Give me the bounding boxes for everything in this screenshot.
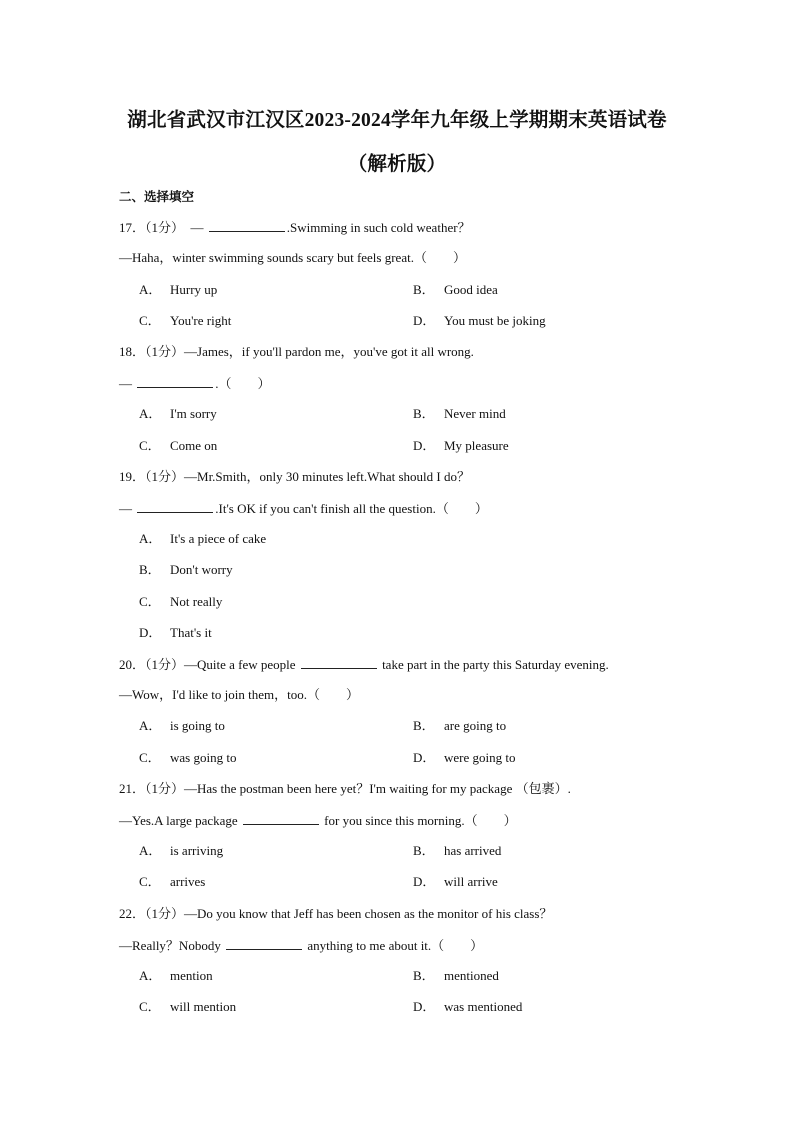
option-letter: B． <box>413 843 435 858</box>
option-letter: D． <box>413 750 436 765</box>
question-text: —Mr.Smith，only 30 minutes left.What should I do？ <box>184 469 471 484</box>
option-21-b[interactable] <box>413 843 501 859</box>
option-text: Don't worry <box>170 562 233 577</box>
option-17-d[interactable] <box>413 313 546 329</box>
option-text: will mention <box>170 999 237 1014</box>
option-20-c[interactable] <box>139 750 236 766</box>
answer-blank <box>301 656 377 669</box>
option-text: Never mind <box>444 406 506 421</box>
question-18-response <box>119 375 271 392</box>
option-letter: D． <box>413 999 436 1014</box>
option-22-a[interactable] <box>139 968 213 984</box>
question-17-response: —Haha，winter swimming sounds scary but feels great.（ ） <box>119 250 466 265</box>
option-text: Not really <box>170 594 223 609</box>
option-text: Hurry up <box>170 282 218 297</box>
question-17-stem <box>119 219 471 236</box>
question-18-stem <box>119 344 474 360</box>
page-subtitle: （解析版） <box>347 154 447 175</box>
dash: — <box>119 501 132 516</box>
option-letter: B． <box>413 718 435 733</box>
option-22-c[interactable] <box>139 999 236 1015</box>
option-17-c[interactable] <box>139 313 231 329</box>
option-letter: A． <box>139 531 162 546</box>
question-text: .Swimming in such cold weather？ <box>286 220 471 235</box>
option-22-d[interactable] <box>413 999 522 1015</box>
page-title: 湖北省武汉市江汉区2023-2024学年九年级上学期期末英语试卷 <box>127 110 667 131</box>
option-text: arrives <box>170 874 206 889</box>
question-22-response <box>119 937 483 954</box>
option-text: will arrive <box>444 874 498 889</box>
question-20-response: —Wow，I'd like to join them，too.（ ） <box>119 687 359 702</box>
option-18-d[interactable] <box>413 438 509 454</box>
dash: — <box>190 220 204 235</box>
option-text: has arrived <box>444 843 502 858</box>
question-text-end: take part in the party this Saturday evening. <box>382 657 609 672</box>
option-18-c[interactable] <box>139 438 217 454</box>
option-19-a[interactable] <box>139 531 266 547</box>
option-17-a[interactable] <box>139 282 217 298</box>
option-19-b[interactable] <box>139 562 233 578</box>
question-21-stem <box>119 781 571 797</box>
option-text: My pleasure <box>444 438 509 453</box>
response-text: .（ ） <box>215 376 271 391</box>
option-letter: C． <box>139 438 161 453</box>
option-21-c[interactable] <box>139 874 205 890</box>
question-21-response <box>119 812 517 829</box>
question-22-stem <box>119 906 552 922</box>
option-letter: A． <box>139 406 162 421</box>
question-20-stem <box>119 656 609 673</box>
option-letter: D． <box>413 313 436 328</box>
option-letter: C． <box>139 999 161 1014</box>
option-text: is arriving <box>170 843 224 858</box>
question-number: 21．（1分） <box>119 781 185 796</box>
question-text: —James，if you'll pardon me，you've got it all wrong. <box>184 344 474 359</box>
response-text: —Really？Nobody <box>119 938 221 953</box>
option-text: It's a piece of cake <box>170 531 267 546</box>
option-22-b[interactable] <box>413 968 499 984</box>
option-letter: B． <box>139 562 161 577</box>
question-19-response <box>119 500 488 517</box>
option-text: You're right <box>170 313 232 328</box>
option-20-b[interactable] <box>413 718 506 734</box>
option-19-c[interactable] <box>139 594 222 610</box>
option-text: Good idea <box>444 282 498 297</box>
response-text: .It's OK if you can't finish all the question.（ ） <box>215 501 488 516</box>
option-text: are going to <box>444 718 507 733</box>
response-text-end: for you since this morning.（ ） <box>324 813 517 828</box>
option-letter: D． <box>413 874 436 889</box>
option-text: is going to <box>170 718 225 733</box>
answer-blank <box>209 219 285 232</box>
option-letter: D． <box>139 625 162 640</box>
option-letter: A． <box>139 718 162 733</box>
option-text: Come on <box>170 438 218 453</box>
option-letter: D． <box>413 438 436 453</box>
question-number: 19．（1分） <box>119 469 185 484</box>
option-letter: B． <box>413 282 435 297</box>
question-number: 17．（1分） <box>119 220 185 235</box>
section-heading: 二、选择填空 <box>119 190 195 204</box>
option-19-d[interactable] <box>139 625 212 641</box>
question-number: 22．（1分） <box>119 906 185 921</box>
answer-blank <box>137 375 213 388</box>
option-18-b[interactable] <box>413 406 506 422</box>
option-text: were going to <box>444 750 516 765</box>
option-text: I'm sorry <box>170 406 217 421</box>
option-text: mentioned <box>444 968 499 983</box>
question-number: 20．（1分） <box>119 657 185 672</box>
question-19-stem <box>119 469 470 485</box>
option-18-a[interactable] <box>139 406 217 422</box>
option-letter: A． <box>139 843 162 858</box>
option-text: was mentioned <box>444 999 523 1014</box>
option-21-d[interactable] <box>413 874 498 890</box>
option-text: was going to <box>170 750 237 765</box>
option-letter: C． <box>139 594 161 609</box>
option-letter: C． <box>139 750 161 765</box>
option-letter: C． <box>139 874 161 889</box>
option-letter: A． <box>139 282 162 297</box>
answer-blank <box>226 937 302 950</box>
dash: — <box>119 376 132 391</box>
option-17-b[interactable] <box>413 282 498 298</box>
option-text: mention <box>170 968 213 983</box>
option-text: You must be joking <box>444 313 546 328</box>
question-text: —Has the postman been here yet？I'm waiting for my package （包裹）. <box>184 781 571 796</box>
option-letter: B． <box>413 406 435 421</box>
question-text: —Quite a few people <box>184 657 296 672</box>
answer-blank <box>243 812 319 825</box>
option-letter: B． <box>413 968 435 983</box>
option-20-a[interactable] <box>139 718 225 734</box>
question-text: —Do you know that Jeff has been chosen as the monitor of his class？ <box>184 906 553 921</box>
response-text: —Yes.A large package <box>119 813 238 828</box>
answer-blank <box>137 500 213 513</box>
question-number: 18．（1分） <box>119 344 185 359</box>
response-text-end: anything to me about it.（ ） <box>307 938 484 953</box>
option-text: That's it <box>170 625 212 640</box>
option-letter: C． <box>139 313 161 328</box>
option-21-a[interactable] <box>139 843 223 859</box>
option-letter: A． <box>139 968 162 983</box>
option-20-d[interactable] <box>413 750 515 766</box>
